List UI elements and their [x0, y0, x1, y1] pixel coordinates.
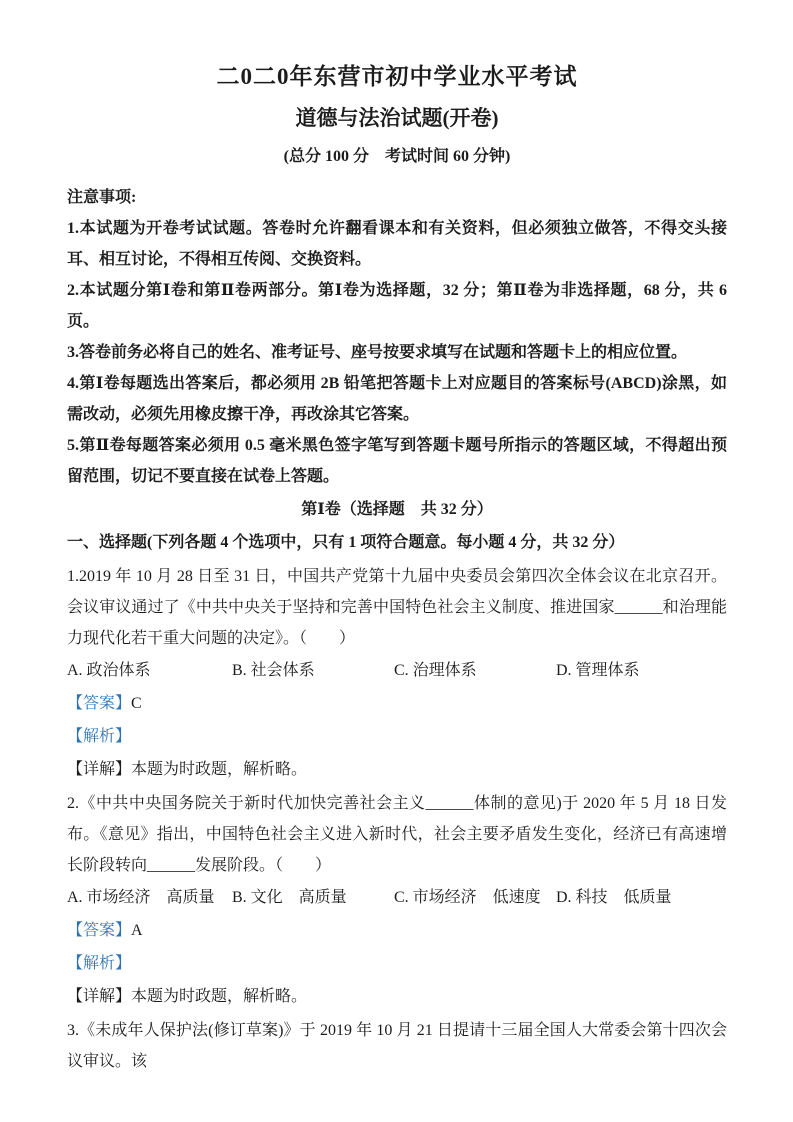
question-2-option-a: A. 市场经济 高质量	[67, 889, 215, 906]
question-1-answer-line	[67, 688, 727, 719]
detail-text: 本题为时政题，解析略。	[131, 761, 308, 778]
question-2-detail-line	[67, 981, 727, 1012]
notice-item-5: 5.第Ⅱ卷每题答案必须用 0.5 毫米黑色签字笔写到答题卡题号所指示的答题区域，不得超出预留范围，切记不要直接在试卷上答题。	[67, 437, 727, 485]
notice-item-1: 1.本试题为开卷考试试题。答卷时允许翻看课本和有关资料，但必须独立做答，不得交头接耳、相互讨论，不得相互传阅、交换资料。	[67, 220, 727, 268]
detail-label: 【详解】	[67, 761, 132, 778]
question-1-analysis-label: 【解析】	[67, 728, 132, 745]
question-2-answer-line	[67, 915, 727, 946]
exam-subtitle: 道德与法治试题(开卷)	[295, 106, 499, 130]
notice-item-4: 4.第Ⅰ卷每题选出答案后，都必须用 2B 铅笔把答题卡上对应题目的答案标号(ABCD)涂黑，如需改动，必须先用橡皮擦干净，再改涂其它答案。	[67, 375, 727, 423]
question-1-options	[67, 655, 727, 686]
question-3-stem: 3.《未成年人保护法(修订草案)》于 2019 年 10 月 21 日提请十三届全国人大常委会第十四次会议审议。该	[67, 1022, 727, 1070]
question-2-option-b: B. 文化 高质量	[232, 889, 347, 906]
notice-item-2: 2.本试题分第Ⅰ卷和第Ⅱ卷两部分。第Ⅰ卷为选择题，32 分；第Ⅱ卷为非选择题，68 分，共 6 页。	[67, 282, 727, 330]
answer-value: A	[131, 922, 143, 939]
question-2-stem: 2.《中共中央国务院关于新时代加快完善社会主义______体制的意见)于 2020 年 5 月 18 日发布。《意见》指出，中国特色社会主义进入新时代，社会主要矛盾发生变化，经济已有高速增长阶段转向______发展阶段。（ ）	[67, 795, 727, 874]
question-1-option-c: C. 治理体系	[394, 662, 477, 679]
detail-label: 【详解】	[67, 988, 132, 1005]
question-2-options	[67, 882, 727, 913]
detail-text: 本题为时政题，解析略。	[131, 988, 308, 1005]
answer-value: C	[131, 695, 142, 712]
question-2-option-d: D. 科技 低质量	[556, 889, 672, 906]
answer-label: 【答案】	[67, 695, 132, 712]
part-heading: 一、选择题(下列各题 4 个选项中，只有 1 项符合题意。每小题 4 分，共 32 分）	[67, 534, 625, 551]
exam-title: 二0二0年东营市初中学业水平考试	[216, 64, 578, 89]
question-3	[67, 1015, 727, 1077]
question-1-option-d: D. 管理体系	[556, 662, 640, 679]
section-heading: 第Ⅰ卷（选择题 共 32 分）	[301, 501, 493, 518]
question-2-analysis-label: 【解析】	[67, 955, 132, 972]
question-2-option-c: C. 市场经济 低速度	[394, 889, 541, 906]
question-1-stem: 1.2019 年 10 月 28 日至 31 日，中国共产党第十九届中央委员会第四次全体会议在北京召开。会议审议通过了《中共中央关于坚持和完善中国特色社会主义制度、推进国家______和治理能力现代化若干重大问题的决定》。（ ）	[67, 568, 727, 647]
question-2	[67, 788, 727, 1012]
answer-label: 【答案】	[67, 922, 132, 939]
exam-meta-line: (总分 100 分 考试时间 60 分钟)	[283, 148, 511, 165]
question-1-option-b: B. 社会体系	[232, 662, 315, 679]
question-1	[67, 561, 727, 785]
question-1-detail-line	[67, 754, 727, 785]
notice-heading: 注意事项:	[67, 189, 137, 206]
question-1-option-a: A. 政治体系	[67, 662, 151, 679]
notice-item-3: 3.答卷前务必将自己的姓名、准考证号、座号按要求填写在试题和答题卡上的相应位置。	[67, 344, 688, 361]
